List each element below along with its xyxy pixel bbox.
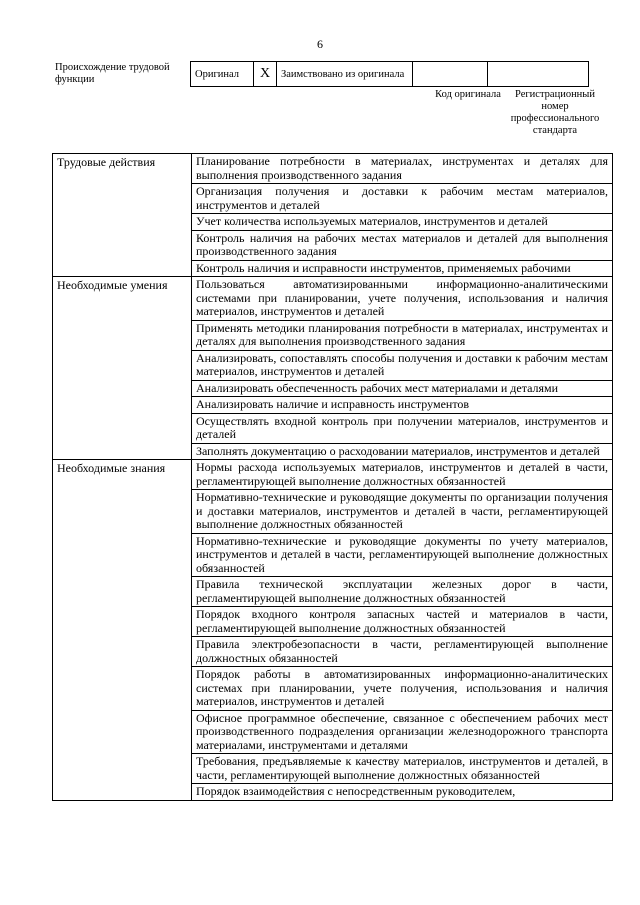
registration-number-caption: Регистрационный номер профессионального стандарта	[510, 89, 600, 136]
original-code-caption: Код оригинала	[435, 89, 501, 100]
item-description: Анализировать наличие и исправность инструментов	[192, 397, 613, 414]
item-description: Пользоваться автоматизированными информационно-аналитическими системами при планировании, учете получения, использования и наличия материалов, инструментов и деталей	[192, 277, 613, 321]
item-description: Учет количества используемых материалов, инструментов и деталей	[192, 214, 613, 231]
origin-label: Происхождение трудовой функции	[55, 62, 170, 85]
item-description: Правила электробезопасности в части, регламентирующей выполнение должностных обязанностей	[192, 637, 613, 667]
item-description: Применять методики планирования потребности в материалах, инструментах и деталях для выполнения производственного задания	[192, 320, 613, 350]
required-skills-heading: Необходимые умения	[53, 277, 192, 460]
item-description: Контроль наличия на рабочих местах материалов и деталей для выполнения производственного задания	[192, 230, 613, 260]
original-mark: X	[254, 62, 277, 87]
item-description: Анализировать, сопоставлять способы получения и доставки к рабочим местам материалов, инструментов и деталей	[192, 350, 613, 380]
item-description: Нормы расхода используемых материалов, инструментов и деталей в части, регламентирующей выполнение должностных обязанностей	[192, 460, 613, 490]
option-borrowed: Заимствовано из оригинала	[277, 62, 413, 87]
table-row	[53, 277, 613, 321]
item-description: Анализировать обеспеченность рабочих мест материалами и деталями	[192, 380, 613, 397]
item-description: Нормативно-технические и руководящие документы по организации получения и доставки материалов, инструментов и деталей в части, регламентирующей выполнение должностных обязанностей	[192, 490, 613, 534]
item-description: Осуществлять входной контроль при получении материалов, инструментов и деталей	[192, 413, 613, 443]
original-code-cell	[413, 62, 488, 87]
item-description: Нормативно-технические и руководящие документы по учету материалов, инструментов и деталей в части, регламентирующей выполнение должностных обязанностей	[192, 533, 613, 577]
item-description: Требования, предъявляемые к качеству материалов, инструментов и деталей, в части, регламентирующей выполнение должностных обязанностей	[192, 754, 613, 784]
item-description: Порядок входного контроля запасных частей и материалов в части, регламентирующей выполнение должностных обязанностей	[192, 607, 613, 637]
item-description: Офисное программное обеспечение, связанное с обеспечением рабочих мест производственного подразделения организации железнодорожного транспорта материалами, инструментами и деталями	[192, 710, 613, 754]
item-description: Порядок взаимодействия с непосредственным руководителем,	[192, 784, 613, 801]
item-description: Порядок работы в автоматизированных информационно-аналитических системах при планировании, учете получения, использования и наличия материалов, инструментов и деталей	[192, 667, 613, 711]
table-row	[53, 460, 613, 490]
labor-actions-heading: Трудовые действия	[53, 154, 192, 277]
item-description: Планирование потребности в материалах, инструментах и деталях для выполнения производственного задания	[192, 154, 613, 184]
item-description: Правила технической эксплуатации железных дорог в части, регламентирующей выполнение должностных обязанностей	[192, 577, 613, 607]
origin-table	[190, 61, 589, 87]
registration-number-cell	[488, 62, 589, 87]
item-description: Контроль наличия и исправности инструментов, применяемых рабочими	[192, 260, 613, 277]
table-row	[53, 154, 613, 184]
page-number: 6	[317, 37, 323, 51]
option-original: Оригинал	[191, 62, 254, 87]
labor-function-table	[52, 153, 613, 801]
item-description: Заполнять документацию о расходовании материалов, инструментов и деталей	[192, 443, 613, 460]
required-knowledge-heading: Необходимые знания	[53, 460, 192, 801]
item-description: Организация получения и доставки к рабочим местам материалов, инструментов и деталей	[192, 184, 613, 214]
